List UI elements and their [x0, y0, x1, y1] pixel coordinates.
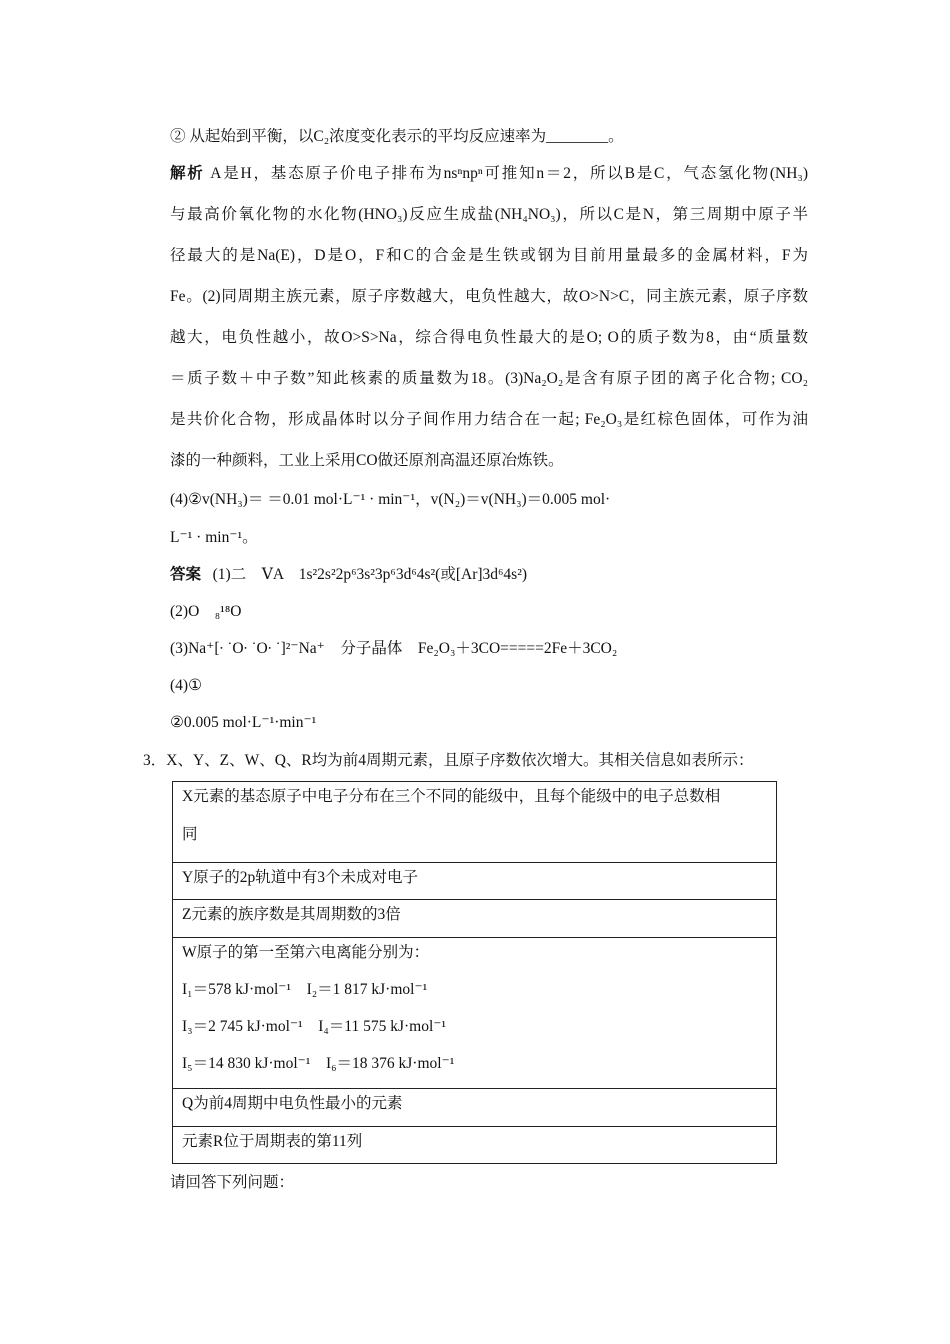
- line-rate-question: ② 从起始到平衡，以C₂浓度变化表示的平均反应速率为________。: [170, 128, 624, 145]
- answer-line-5: ②0.005 mol·L⁻¹·min⁻¹: [170, 714, 317, 731]
- table-row-y: [173, 863, 777, 900]
- analysis-line-10: L⁻¹ · min⁻¹。: [170, 529, 258, 546]
- analysis-line-2: 与最高价氧化物的水化物(HNO₃)反应生成盐(NH₄NO₃)，所以C是N，第三周期中原子半: [170, 206, 808, 223]
- analysis-line-3: 径最大的是Na(E)，D是O，F和C的合金是生铁或钢为目前用量最多的金属材料，F为: [170, 247, 808, 264]
- answer-line-3: (3)Na⁺[∙ ˙O∙ ˙O∙ ˙]²⁻Na⁺ 分子晶体 Fe₂O₃＋3CO=====2Fe＋3CO₂: [170, 640, 618, 657]
- analysis-line-8: 漆的一种颜料，工业上采用CO做还原剂高温还原冶炼铁。: [170, 452, 564, 469]
- analysis-line-5: 越大，电负性越小，故O>S>Na，综合得电负性最大的是O; O的质子数为8，由“质量数: [170, 329, 808, 346]
- y-info: Y原子的2p轨道中有3个未成对电子: [182, 869, 418, 886]
- table-row-r: [173, 1127, 777, 1164]
- answer-line-1: [170, 564, 527, 586]
- analysis-line-6: ＝质子数＋中子数”知此核素的质量数为18。(3)Na₂O₂是含有原子团的离子化合物; CO₂: [170, 370, 808, 387]
- table-row-w: [173, 938, 777, 1089]
- analysis-text-1: A是H，基态原子价电子排布为nsⁿnpⁿ可推知n＝2，所以B是C，气态氢化物(NH₃): [210, 165, 808, 182]
- answer-label: 答案: [170, 566, 202, 583]
- w-info-title: W原子的第一至第六电离能分别为：: [182, 944, 430, 961]
- answer-prompt: 请回答下列问题：: [170, 1174, 295, 1191]
- table-row-z: [173, 900, 777, 938]
- answer-line-2: (2)O ₈¹⁸O: [170, 603, 242, 620]
- w-ionization-row-2: I₃＝2 745 kJ·mol⁻¹ I₄＝11 575 kJ·mol⁻¹: [182, 1018, 447, 1035]
- q-info: Q为前4周期中电负性最小的元素: [182, 1095, 403, 1112]
- answer-text-1: (1)二 ⅤA 1s²2s²2p⁶3s²3p⁶3d⁶4s²(或[Ar]3d⁶4s²): [212, 566, 528, 583]
- x-info-line-1: X元素的基态原子中电子分布在三个不同的能级中，且每个能级中的电子总数相: [182, 788, 721, 805]
- answer-line-4: (4)①: [170, 677, 202, 694]
- element-info-table: [172, 781, 777, 1164]
- x-info-line-2: 同: [182, 826, 198, 843]
- question-3-stem: 3．X、Y、Z、W、Q、R均为前4周期元素，且原子序数依次增大。其相关信息如表所示：: [143, 752, 754, 769]
- table-row-q: [173, 1089, 777, 1127]
- analysis-line-1: [170, 163, 808, 185]
- w-ionization-row-1: I₁＝578 kJ·mol⁻¹ I₂＝1 817 kJ·mol⁻¹: [182, 981, 428, 998]
- analysis-label: 解析: [170, 165, 205, 182]
- analysis-line-9: (4)②v(NH₃)＝ ＝0.01 mol·L⁻¹ · min⁻¹，v(N₂)＝v(NH₃)＝0.005 mol·: [170, 491, 611, 508]
- analysis-line-7: 是共价化合物，形成晶体时以分子间作用力结合在一起; Fe₂O₃是红棕色固体，可作为油: [170, 411, 808, 428]
- w-ionization-row-3: I₅＝14 830 kJ·mol⁻¹ I₆＝18 376 kJ·mol⁻¹: [182, 1055, 455, 1072]
- r-info: 元素R位于周期表的第11列: [182, 1133, 363, 1150]
- analysis-line-4: Fe。(2)同周期主族元素，原子序数越大，电负性越大，故O>N>C，同主族元素，原子序数: [170, 288, 808, 305]
- table-row-x: [173, 782, 777, 863]
- z-info: Z元素的族序数是其周期数的3倍: [182, 906, 401, 923]
